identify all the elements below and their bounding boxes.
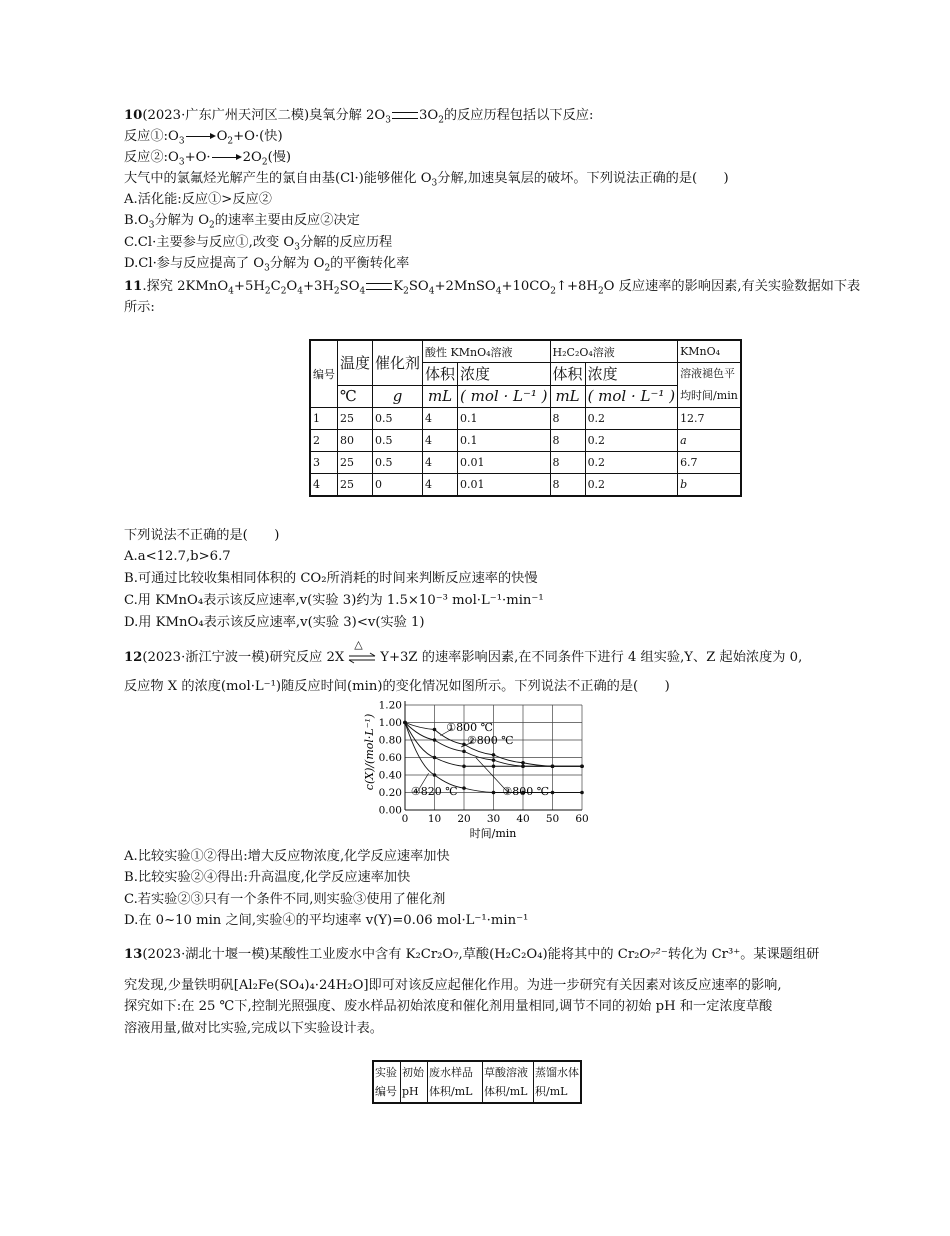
q10-option-b: $B.O_3$分解为 $O_2$的速率主要由反应②决定 bbox=[124, 213, 360, 231]
q11-stem: 11.探究 $2KMnO_4+5H_2C_2O_4+3H_2SO_4$ $K_2SO_4+2MnSO_4+10CO_2↑+8H_2O$ 反应速率的影响因素,有关实验数据如下表 bbox=[124, 279, 861, 297]
data-point bbox=[551, 791, 555, 795]
concentration-chart bbox=[360, 697, 590, 842]
reversible-arrow-icon: △ bbox=[348, 653, 376, 663]
x-tick-label: 20 bbox=[457, 813, 471, 825]
equals-arrow-icon bbox=[392, 112, 418, 119]
data-point bbox=[433, 728, 437, 732]
col-header-experiment-number: 实验编号 bbox=[373, 1061, 401, 1103]
y-tick-label: 0.00 bbox=[378, 804, 402, 817]
table-row: 2 80 0.5 4 0.1 8 0.2 a bbox=[310, 430, 741, 452]
table-row: 1 25 0.5 4 0.1 8 0.2 12.7 bbox=[310, 408, 741, 430]
y-tick-label: 1.00 bbox=[378, 717, 402, 729]
q12-stem: 12(2023·浙江宁波一模)研究反应 2X △ Y+3Z 的速率影响因素,在不同条件下进行 4 组实验,Y、Z 起始浓度为 0, bbox=[124, 637, 803, 665]
col-header-temp: 温度 bbox=[338, 340, 373, 385]
col-header-time-2: 溶液褪色平 均时间/min bbox=[678, 363, 741, 408]
data-point bbox=[580, 764, 584, 768]
kmno4-vol-unit: mL bbox=[423, 385, 458, 408]
data-point bbox=[521, 761, 525, 765]
data-point bbox=[462, 750, 466, 754]
series-label: ④820 ℃ bbox=[410, 784, 458, 798]
q11-option-a: A.a<12.7,b>6.7 bbox=[124, 549, 231, 564]
q12-option-c: C.若实验②③只有一个条件不同,则实验③使用了催化剂 bbox=[124, 892, 446, 907]
q11-stem-line2: 所示: bbox=[124, 300, 155, 315]
col-header-kmno4: 酸性 KMnO₄溶液 bbox=[423, 340, 551, 363]
q13-design-table bbox=[372, 1060, 582, 1104]
data-point bbox=[492, 764, 496, 768]
q12-stem-line2: 反应物 X 的浓度(mol·L⁻¹)随反应时间(min)的变化情况如图所示。下列说法不正确的是( ) bbox=[124, 679, 670, 694]
col-header-h2c2o4: H₂C₂O₄溶液 bbox=[550, 340, 678, 363]
series-label: ③800 ℃ bbox=[502, 784, 550, 798]
col-header-oxalic-volume: 草酸溶液体积/mL bbox=[483, 1061, 534, 1103]
y-axis-label: c(X)/(mol·L⁻¹) bbox=[363, 713, 376, 791]
data-point bbox=[580, 791, 584, 795]
q11-option-d: D.用 KMnO₄表示该反应速率,v(实验 3)<v(实验 1) bbox=[124, 615, 425, 630]
q13-line4: 溶液用量,做对比实验,完成以下实验设计表。 bbox=[124, 1021, 383, 1036]
x-tick-label: 60 bbox=[575, 813, 589, 825]
q10-option-c: C.Cl·主要参与反应①,改变 $O_3$分解的反应历程 bbox=[124, 235, 393, 253]
data-point bbox=[521, 764, 525, 768]
x-axis-label: 时间/min bbox=[469, 827, 517, 840]
h2c2o4-conc-unit: ( mol · L⁻¹ ) bbox=[585, 385, 678, 408]
data-point bbox=[492, 753, 496, 757]
q13-line3: 探究如下:在 25 ℃下,控制光照强度、废水样品初始浓度和催化剂用量相同,调节不同的初始 pH 和一定浓度草酸 bbox=[124, 999, 773, 1014]
data-point bbox=[433, 756, 437, 760]
data-point bbox=[462, 786, 466, 790]
data-point bbox=[492, 758, 496, 762]
q11-data-table bbox=[309, 339, 742, 497]
series-label: ①800 ℃ bbox=[446, 720, 493, 734]
data-point bbox=[403, 721, 407, 725]
series-label: ②800 ℃ bbox=[466, 734, 514, 747]
data-point bbox=[551, 764, 555, 768]
col-header-kmno4-conc: 浓度 bbox=[458, 363, 551, 386]
data-point bbox=[492, 791, 496, 795]
q11-option-b: B.可通过比较收集相同体积的 CO₂所消耗的时间来判断反应速率的快慢 bbox=[124, 571, 538, 586]
q10-option-d: D.Cl·参与反应提高了 $O_3$分解为 $O_2$的平衡转化率 bbox=[124, 256, 410, 274]
y-tick-label: 0.80 bbox=[378, 734, 402, 747]
col-header-water-volume: 蒸馏水体积/mL bbox=[534, 1061, 582, 1103]
x-tick-label: 10 bbox=[427, 813, 442, 825]
col-header-catalyst: 催化剂 bbox=[373, 340, 423, 385]
x-tick-label: 40 bbox=[516, 813, 530, 825]
chart-ticks bbox=[379, 700, 589, 826]
right-arrow-icon bbox=[212, 153, 242, 163]
col-header-initial-ph: 初始pH bbox=[401, 1061, 428, 1103]
q10-reaction-1: 反应$①:O_3$ $O_2+O\cdot$(快) bbox=[124, 129, 283, 147]
equals-arrow-icon bbox=[366, 283, 392, 290]
y-tick-label: 0.60 bbox=[378, 752, 402, 764]
col-header-h2c2o4-vol: 体积 bbox=[550, 363, 585, 386]
col-header-time-1: KMnO₄ bbox=[678, 340, 741, 363]
data-point bbox=[433, 773, 437, 777]
data-point bbox=[433, 738, 437, 742]
h2c2o4-vol-unit: mL bbox=[550, 385, 585, 408]
q13-stem: 13(2023·湖北十堰一模)某酸性工业废水中含有 K₂Cr₂O₇,草酸(H₂C₂O₄)能将其中的 Cr₂O₇²⁻转化为 Cr³⁺。某课题组研 bbox=[124, 947, 820, 962]
x-tick-label: 0 bbox=[401, 813, 409, 825]
q12-option-d: D.在 0~10 min 之间,实验④的平均速率 v(Y)=0.06 mol·L⁻¹·min⁻¹ bbox=[124, 913, 529, 928]
q12-option-b: B.比较实验②④得出:升高温度,化学反应速率加快 bbox=[124, 870, 411, 885]
x-tick-label: 30 bbox=[486, 813, 501, 825]
y-tick-label: 1.20 bbox=[378, 699, 402, 712]
col-header-sample-volume: 废水样品体积/mL bbox=[428, 1061, 483, 1103]
temp-unit: ℃ bbox=[338, 385, 373, 408]
q10-context: 大气中的氯氟烃光解产生的氯自由基(Cl·)能够催化 $O_3$分解,加速臭氧层的破坏。下列说法正确的是( ) bbox=[124, 171, 729, 189]
col-header-h2c2o4-conc: 浓度 bbox=[585, 363, 678, 386]
data-point bbox=[462, 764, 466, 768]
q11-question: 下列说法不正确的是( ) bbox=[124, 528, 280, 543]
y-tick-label: 0.20 bbox=[378, 787, 402, 799]
table-row: 3 25 0.5 4 0.01 8 0.2 6.7 bbox=[310, 452, 741, 474]
q11-option-c: C.用 KMnO₄表示该反应速率,v(实验 3)约为 1.5×10⁻³ mol·L⁻¹·min⁻¹ bbox=[124, 593, 544, 608]
right-arrow-icon bbox=[186, 132, 216, 142]
x-tick-label: 50 bbox=[545, 813, 560, 825]
col-header-kmno4-vol: 体积 bbox=[423, 363, 458, 386]
table-row: 4 25 0 4 0.01 8 0.2 b bbox=[310, 474, 741, 497]
q10-reaction-2: 反应$②:O_3+O\cdot 2O_2$(慢) bbox=[124, 150, 292, 168]
q12-option-a: A.比较实验①②得出:增大反应物浓度,化学反应速率加快 bbox=[124, 849, 450, 864]
y-tick-label: 0.40 bbox=[378, 769, 402, 782]
q10-stem: 10(2023·广东广州天河区二模)臭氧分解 $2O_3$ $3O_2$的反应历程包括以下反应: bbox=[124, 108, 594, 126]
catalyst-unit: g bbox=[373, 385, 423, 408]
col-header-number: 编号 bbox=[310, 340, 338, 408]
q13-line2: 究发现,少量铁明矾[Al₂Fe(SO₄)₄·24H₂O]即可对该反应起催化作用。为进一步研究有关因素对该反应速率的影响, bbox=[124, 978, 782, 993]
q10-option-a: A.活化能:反应①>反应② bbox=[124, 192, 272, 207]
kmno4-conc-unit: ( mol · L⁻¹ ) bbox=[458, 385, 551, 408]
